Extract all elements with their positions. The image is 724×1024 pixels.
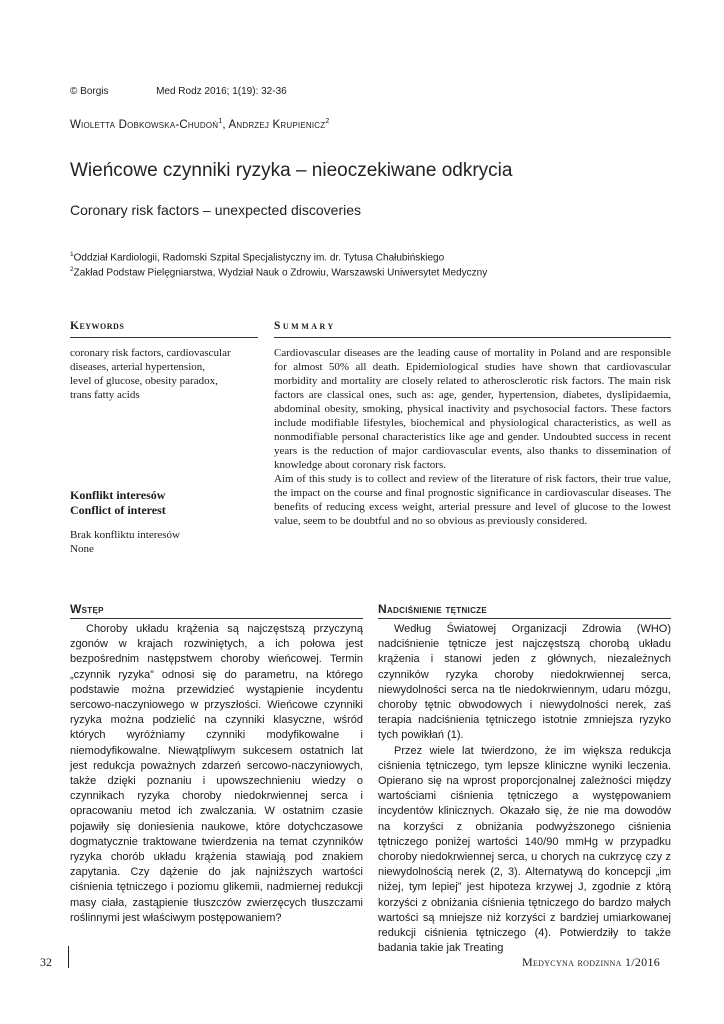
conflict-text-english: None <box>70 543 94 555</box>
keywords-line: coronary risk factors, cardiovascular <box>70 347 231 359</box>
affiliation-number: 1 <box>70 251 74 258</box>
affiliation-text: Zakład Podstaw Pielęgniarstwa, Wydział Nauk o Zdrowiu, Warszawski Uniwersytet Medyczny <box>73 267 488 279</box>
copyright-text: © Borgis <box>70 86 109 97</box>
body-paragraph: Choroby układu krążenia są najczęstszą przyczyną zgonów w krajach rozwiniętych, a ich połowa jest bezpośrednim następstwem choroby wieńcowej. Termin „czynnik ryzyka” odnosi się do parametru, na którego podstawie można przewidzieć wystąpienie incydentu sercowo-naczyniowego w przyszłości. Wieńcowe czynniki ryzyka można podzielić na czynniki klasyczne, wśród których wyróżniamy czynniki modyfikowalne i niemodyfikowalne. Niewątpliwym sukcesem ostatnich lat jest redukcja poważnych zdarzeń sercowo-naczyniowych, także dzięki poznaniu i upowszechnieniu wiedzy o czynnikach ryzyka choroby niedokrwiennej serca i opracowaniu metod ich zwalczania. W ostatnim czasie pojawiły się doniesienia naukowe, które dotychczasowe dogmatycznie traktowane twierdzenia na temat czynników ryzyka chorób układu krążenia stawiają pod znakiem zapytania. Czy dążenie do jak najniższych wartości ciśnienia tętniczego i poziomu glikemii, nadmiernej redukcji masy ciała, zastąpienie tłuszczów zwierzęcych tłuszczami roślinnymi jest właściwym postępowaniem? <box>70 623 363 924</box>
affiliation-number: 2 <box>70 266 74 273</box>
conflict-heading <box>70 488 166 518</box>
section-heading-hypertension: Nadciśnienie tętnicze <box>378 602 487 616</box>
body-paragraph: Przez wiele lat twierdzono, że im większa redukcja ciśnienia tętniczego, tym lepsze kliniczne wyniki leczenia. Opierano się na wprost proporcjonalnej zależności między wartościami ciśnienia tętniczego a występowaniem incydentów klinicznych. Okazało się, że nie ma dowodów na korzyści z obniżania podwyższonego ciśnienia tętniczego poniżej wartości 140/90 mmHg w przypadku choroby niedokrwiennej serca, u chorych na cukrzycę czy z niewydolnością nerek (2, 3). Alternatywą do koncepcji „im niżej, tym lepiej” jest hipoteza krzywej J, zgodnie z którą korzyści z obniżania ciśnienia tętniczego do bardzo małych wartości są mniejsze niż korzyści z bardziej umiarkowanej redukcji ciśnienia tętniczego (4). Potwierdziły to także badania takie jak Treating <box>378 744 671 955</box>
footer-divider <box>68 946 69 968</box>
section-rule <box>70 618 363 619</box>
author-separator: , <box>222 118 229 131</box>
introduction-column <box>70 622 363 926</box>
author-affiliation-mark: 2 <box>325 118 330 125</box>
affiliation <box>70 251 444 263</box>
keywords-line: trans fatty acids <box>70 389 140 401</box>
keywords-line: diseases, arterial hypertension, <box>70 361 206 373</box>
keywords-list <box>70 346 270 402</box>
summary-paragraph: Aim of this study is to collect and review of the literature of risk factors, their true value, the impact on the course and final prognostic significance in cardiovascular diseases. The benefits of reducing excess weight, arterial pressure and level of glucose to the lowest value, seem to be doubtful and no so obvious as previously considered. <box>274 473 671 527</box>
body-paragraph: Według Światowej Organizacji Zdrowia (WHO) nadciśnienie tętnicze jest najczęstszą chorobą układu krążenia i stanowi jeden z głównych, niezależnych czynników ryzyka choroby niedokrwiennej serca, niewydolności serca na tle niedokrwiennym, udaru mózgu, choroby tętnic obwodowych i niewydolności nerek, zaś terapia nadciśnienia tętniczego istotnie zmniejsza ryzyko tych powikłań (1). <box>378 623 671 742</box>
journal-name: Medycyna rodzinna 1/2016 <box>522 955 661 969</box>
article-title-polish: Wieńcowe czynniki ryzyka – nieoczekiwane odkrycia <box>70 160 513 181</box>
section-rule <box>378 618 671 619</box>
article-title-english: Coronary risk factors – unexpected discoveries <box>70 202 362 218</box>
affiliation <box>70 266 487 278</box>
author-name: Wioletta Dobkowska-Chudoń <box>70 118 219 131</box>
keywords-heading: Keywords <box>70 320 125 332</box>
summary-body <box>274 346 671 528</box>
conflict-heading-english: Conflict of interest <box>70 503 166 517</box>
section-heading-introduction: Wstęp <box>70 602 104 616</box>
keywords-line: level of glucose, obesity paradox, <box>70 375 218 387</box>
running-header <box>70 86 287 97</box>
conflict-heading-polish: Konflikt interesów <box>70 488 166 502</box>
author-affiliation-mark: 1 <box>218 118 223 125</box>
page-number: 32 <box>40 955 52 969</box>
conflict-statement <box>70 528 180 556</box>
author-name: Andrzej Krupienicz <box>228 118 326 131</box>
summary-paragraph: Cardiovascular diseases are the leading cause of mortality in Poland and are responsible for almost 50% all death. Epidemiological studies have shown that cardiovascular morbidity and mortality are closely related to atherosclerotic risk factors. The main risk factors are classical ones, such as: age, gender, hypertension, diabetes, dyslipidaemia, abdominal obesity, smoking, physical inactivity and psychosocial factors. These factors include modifiable lifestyles, biochemical and physiological characteristics, as well as nonmodifiable personal characteristics like age and gender. Undoubted success in recent years is the reduction of major cardiovascular events, also thanks to dissemination of knowledge about coronary risk factors. <box>274 347 671 471</box>
keywords-rule <box>70 337 258 338</box>
summary-rule <box>274 337 671 338</box>
author-list <box>70 118 329 131</box>
summary-heading: Summary <box>274 320 336 332</box>
conflict-text-polish: Brak konfliktu interesów <box>70 529 180 541</box>
citation-text: Med Rodz 2016; 1(19): 32-36 <box>156 86 287 97</box>
hypertension-column <box>378 622 671 956</box>
affiliation-text: Oddział Kardiologii, Radomski Szpital Specjalistyczny im. dr. Tytusa Chałubińskiego <box>73 252 445 264</box>
